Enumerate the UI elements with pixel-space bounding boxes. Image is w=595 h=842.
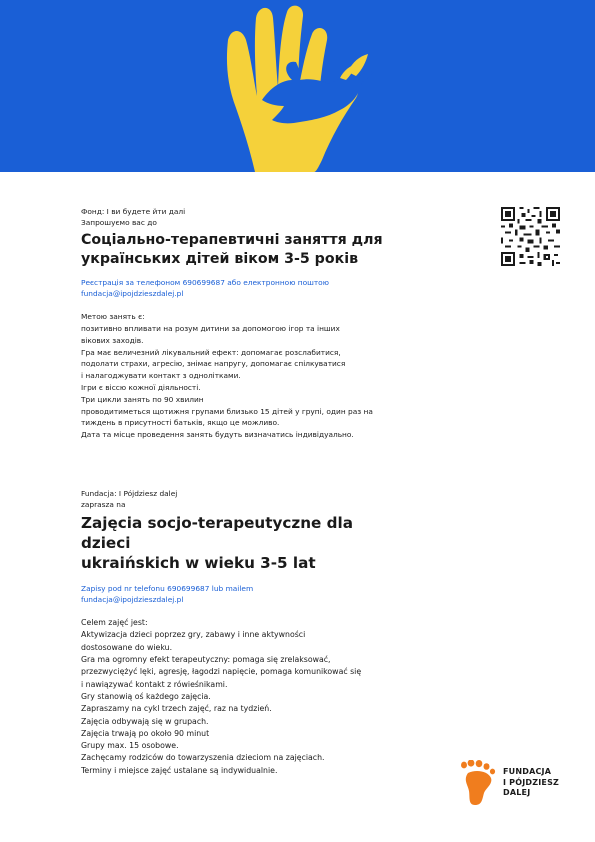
pl-body-line: przezwyciężyć lęki, agresję, łagodzi napięcie, pomaga komunikować się [81, 667, 362, 677]
pl-foundation: Fundacja: I Pójdziesz dalej [81, 489, 178, 498]
uk-body [81, 311, 401, 441]
uk-invite: Запрошуємо вас до [81, 217, 157, 227]
uk-body-line: Дата та місце проведення занять будуть визначатись індивідуально. [81, 430, 354, 440]
qr-code-icon [501, 207, 560, 266]
logo-line2: I PÓJDZIESZ [503, 777, 560, 787]
uk-contact-phone: Реєстрація за телефоном 690699687 або електронною поштою [81, 278, 329, 288]
pl-title-line1: Zajęcia socjo-terapeutyczne dla dzieci [81, 514, 353, 553]
uk-body-line: і налагоджувати контакт з однолітками. [81, 371, 241, 381]
uk-body-line: позитивно впливати на розум дитини за допомогою ігор та інших [81, 323, 340, 333]
pl-contact-email[interactable]: fundacja@ipojdzieszdalej.pl [81, 595, 184, 605]
polish-section [81, 489, 401, 777]
pl-title [81, 513, 401, 573]
pl-title-line2: ukraińskich w wieku 3-5 lat [81, 554, 316, 573]
pl-invite: zaprasza na [81, 499, 126, 509]
uk-body-line: Метою занять є: [81, 312, 145, 322]
uk-body-line: подолати страхи, агресію, знімає напругу, допомагає спілкуватися [81, 359, 346, 369]
uk-contact [81, 277, 401, 299]
pl-body-line: Aktywizacja dzieci poprzez gry, zabawy i inne aktywności [81, 630, 306, 640]
pl-body-line: dostosowane do wieku. [81, 642, 173, 652]
pl-body-line: Celem zajęć jest: [81, 618, 148, 628]
pl-contact [81, 583, 401, 605]
hand-dove-illustration [0, 0, 595, 172]
uk-foundation: Фонд: І ви будете йти далі [81, 207, 186, 216]
pl-body-line: Terminy i miejsce zajęć ustalane są indywidualnie. [81, 765, 278, 775]
uk-title [81, 231, 401, 268]
pl-body-line: Grupy max. 15 osobowe. [81, 741, 179, 751]
uk-body-line: Три цикли занять по 90 хвилин [81, 394, 204, 404]
pl-body-line: Gra ma ogromny efekt terapeutyczny: pomaga się zrelaksować, [81, 655, 331, 665]
uk-body-line: проводитиметься щотижня групами близько 15 дітей у групі, один раз на [81, 406, 373, 416]
uk-contact-email[interactable]: fundacja@ipojdzieszdalej.pl [81, 289, 184, 299]
pl-body [81, 617, 401, 777]
pl-body-line: Zajęcia odbywają się w grupach. [81, 716, 209, 726]
logo-line1: FUNDACJA [503, 767, 552, 776]
uk-body-line: тиждень в присутності батьків, якщо це можливо. [81, 418, 280, 428]
pl-contact-phone: Zapisy pod nr telefonu 690699687 lub mailem [81, 584, 254, 594]
pl-body-line: Zajęcia trwają po około 90 minut [81, 728, 210, 738]
uk-title-line2: українських дітей віком 3-5 років [81, 250, 359, 267]
uk-body-line: Гра має величезний лікувальний ефект: допомагає розслабитися, [81, 347, 341, 357]
uk-body-line: вікових заходів. [81, 335, 144, 345]
pl-body-line: Zapraszamy na cykl trzech zajęć, raz na tydzień. [81, 704, 272, 714]
logo-text [503, 767, 559, 799]
uk-body-line: Ігри є віссю кожної діяльності. [81, 382, 201, 392]
pl-body-line: i nawiązywać kontakt z rówieśnikami. [81, 679, 228, 689]
ukrainian-section [81, 207, 401, 441]
footprint-icon [461, 760, 495, 805]
uk-title-line1: Соціально-терапевтичні заняття для [81, 232, 383, 249]
pl-body-line: Gry stanowią oś każdego zajęcia. [81, 691, 211, 701]
pl-body-line: Zachęcamy rodziców do towarzyszenia dzieciom na zajęciach. [81, 753, 325, 763]
logo-line3: DALEJ [503, 788, 531, 797]
header-banner [0, 0, 595, 172]
